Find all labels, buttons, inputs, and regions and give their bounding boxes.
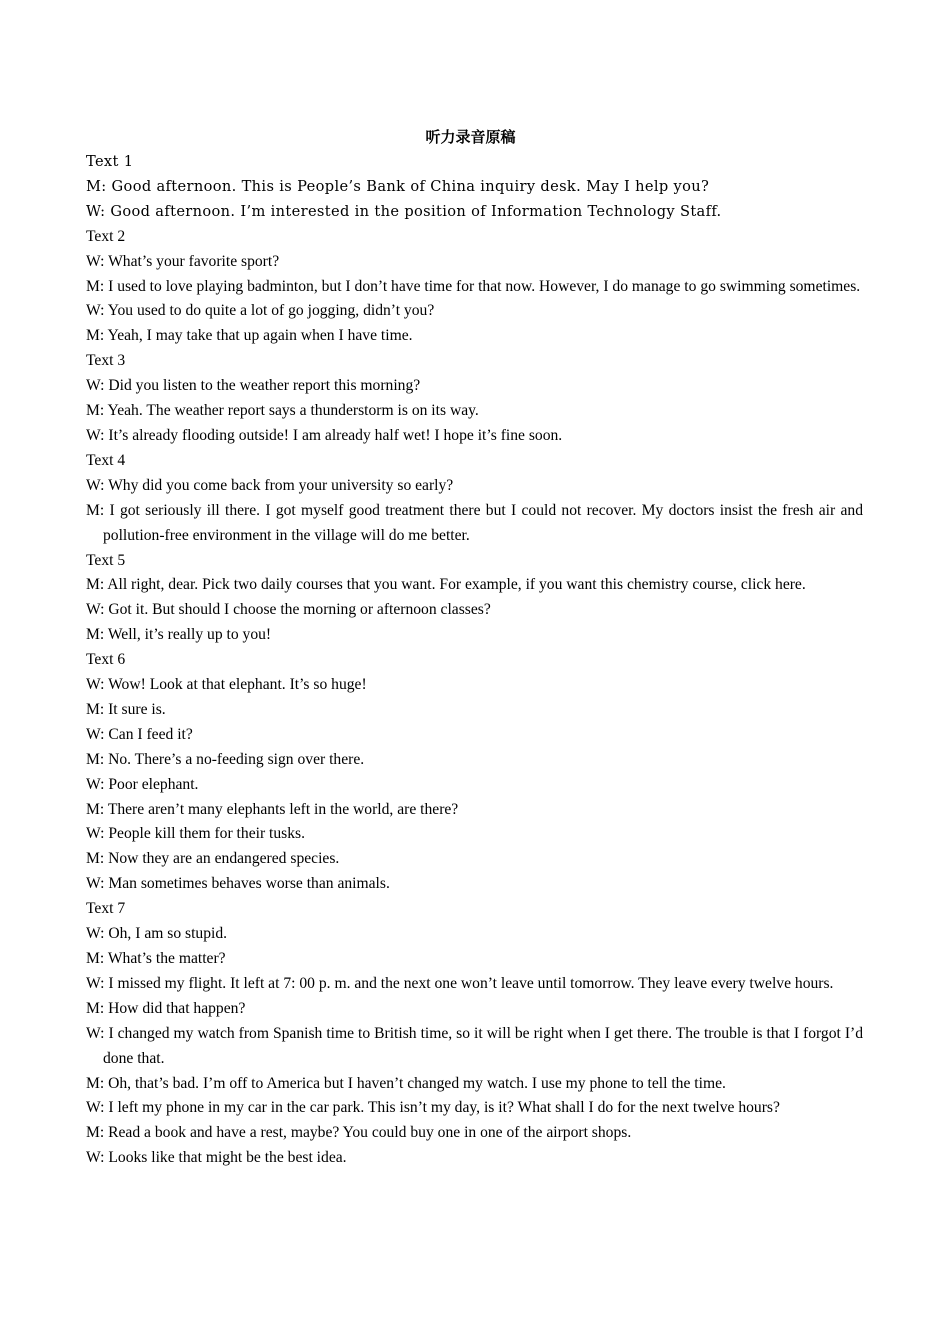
- dialogue-line: W: I left my phone in my car in the car park. This isn’t my day, is it? What shall I do for the next twelve hours?: [86, 1099, 780, 1117]
- dialogue-line: W: Did you listen to the weather report this morning?: [86, 377, 421, 395]
- dialogue-line: M: Read a book and have a rest, maybe? You could buy one in one of the airport shops.: [86, 1124, 632, 1142]
- dialogue-line: W: Good afternoon. I’m interested in the position of Information Technology Staff.: [86, 202, 722, 220]
- section-text-7: [86, 897, 863, 1171]
- transcript-page: [86, 125, 863, 1171]
- page-title: 听力录音原稿: [425, 128, 516, 146]
- dialogue-line: W: Why did you come back from your university so early?: [86, 476, 454, 494]
- dialogue-line: W: I missed my flight. It left at 7: 00 p. m. and the next one won’t leave until tomorrow. They leave every twelve hours.: [86, 974, 834, 992]
- dialogue-line: W: Looks like that might be the best idea.: [86, 1149, 347, 1167]
- dialogue-line: M: What’s the matter?: [86, 950, 226, 967]
- dialogue-line: M: No. There’s a no-feeding sign over there.: [86, 750, 365, 768]
- dialogue-line: M: How did that happen?: [86, 999, 246, 1017]
- dialogue-line: M: It sure is.: [86, 700, 166, 718]
- section-label: Text 3: [86, 352, 126, 370]
- section-text-2: [86, 225, 863, 350]
- section-text-5: [86, 549, 863, 649]
- section-label: Text 5: [86, 551, 126, 569]
- dialogue-line: W: Wow! Look at that elephant. It’s so huge!: [86, 676, 367, 694]
- dialogue-line: W: Poor elephant.: [86, 775, 199, 793]
- dialogue-line: W: Oh, I am so stupid.: [86, 925, 228, 943]
- dialogue-line: M: Good afternoon. This is People’s Bank of China inquiry desk. May I help you?: [86, 177, 710, 195]
- dialogue-line: M: I used to love playing badminton, but I don’t have time for that now. However, I do manage to go swimming sometimes.: [86, 277, 861, 295]
- dialogue-line: W: Can I feed it?: [86, 725, 193, 743]
- section-label: Text 7: [86, 900, 126, 918]
- dialogue-line: W: I changed my watch from Spanish time to British time, so it will be right when I get there. The trouble is that I forgot I’d done that.: [86, 1024, 863, 1067]
- dialogue-line: M: Now they are an endangered species.: [86, 850, 340, 868]
- dialogue-line: M: There aren’t many elephants left in the world, are there?: [86, 800, 459, 818]
- section-text-3: [86, 349, 863, 449]
- dialogue-line: W: Man sometimes behaves worse than animals.: [86, 875, 390, 893]
- dialogue-line: W: What’s your favorite sport?: [86, 252, 280, 270]
- dialogue-line: W: You used to do quite a lot of go jogging, didn’t you?: [86, 302, 435, 320]
- section-text-4: [86, 449, 863, 549]
- dialogue-line: M: I got seriously ill there. I got myself good treatment there but I could not recover. My doctors insist the fresh air and pollution-free environment in the village will do me better.: [86, 501, 863, 544]
- dialogue-line: W: It’s already flooding outside! I am already half wet! I hope it’s fine soon.: [86, 426, 563, 444]
- section-label: Text 6: [86, 651, 126, 669]
- dialogue-line: W: People kill them for their tusks.: [86, 825, 305, 843]
- dialogue-line: M: Well, it’s really up to you!: [86, 626, 272, 644]
- dialogue-line: M: All right, dear. Pick two daily courses that you want. For example, if you want this chemistry course, click here.: [86, 576, 806, 594]
- dialogue-line: M: Yeah, I may take that up again when I have time.: [86, 327, 413, 345]
- section-label: Text 1: [86, 153, 134, 170]
- section-text-6: [86, 648, 863, 897]
- dialogue-line: W: Got it. But should I choose the morning or afternoon classes?: [86, 601, 491, 619]
- section-text-1: [86, 150, 863, 225]
- dialogue-line: M: Yeah. The weather report says a thunderstorm is on its way.: [86, 402, 479, 420]
- section-label: Text 4: [86, 451, 126, 469]
- section-label: Text 2: [86, 227, 126, 245]
- dialogue-line: M: Oh, that’s bad. I’m off to America but I haven’t changed my watch. I use my phone to tell the time.: [86, 1074, 726, 1092]
